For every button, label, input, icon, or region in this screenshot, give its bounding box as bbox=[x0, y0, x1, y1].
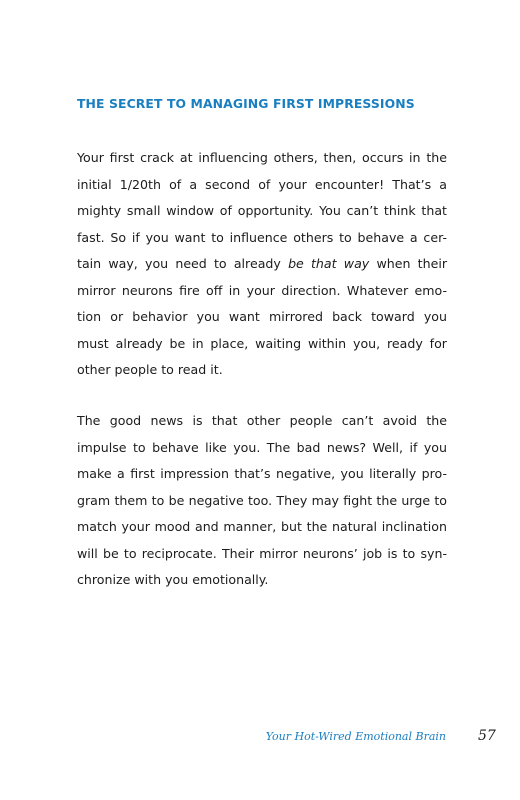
paragraph-line-with-emphasis bbox=[77, 251, 447, 278]
paragraph-line: initial 1/20th of a second of your encounter! That’s a bbox=[77, 176, 447, 192]
paragraph-line: Your first crack at influencing others, then, occurs in the bbox=[77, 150, 447, 165]
section-heading: THE SECRET TO MANAGING FIRST IMPRESSIONS bbox=[77, 96, 415, 111]
paragraph-line: mirror neurons fire off in your direction. Whatever emo- bbox=[77, 282, 447, 298]
paragraph-line: fast. So if you want to influence others to behave a cer- bbox=[77, 229, 447, 245]
paragraph-1 bbox=[77, 145, 447, 384]
paragraph-line: impulse to behave like you. The bad news? Well, if you bbox=[77, 439, 447, 455]
paragraph-line: gram them to be negative too. They may fight the urge to bbox=[77, 492, 447, 508]
paragraph-line: chronize with you emotionally. bbox=[77, 572, 269, 587]
paragraph-2 bbox=[77, 408, 447, 594]
running-footer-title: Your Hot-Wired Emotional Brain bbox=[265, 730, 446, 743]
paragraph-line: The good news is that other people can’t avoid the bbox=[77, 413, 447, 428]
page-number: 57 bbox=[478, 728, 496, 744]
paragraph-line: must already be in place, waiting within you, ready for bbox=[77, 335, 447, 351]
line-text-after: when their bbox=[369, 256, 447, 271]
paragraph-line: make a first impression that’s negative, you literally pro- bbox=[77, 466, 447, 481]
paragraph-line: will be to reciprocate. Their mirror neurons’ job is to syn- bbox=[77, 545, 447, 561]
paragraph-line: other people to read it. bbox=[77, 362, 223, 377]
paragraph-line: match your mood and manner, but the natural inclination bbox=[77, 519, 447, 534]
line-text-before: tain way, you need to already bbox=[77, 256, 289, 271]
emphasized-text: be that way bbox=[288, 256, 370, 271]
paragraph-line: tion or behavior you want mirrored back toward you bbox=[77, 309, 447, 324]
paragraph-line: mighty small window of opportunity. You can’t think that bbox=[77, 203, 447, 218]
